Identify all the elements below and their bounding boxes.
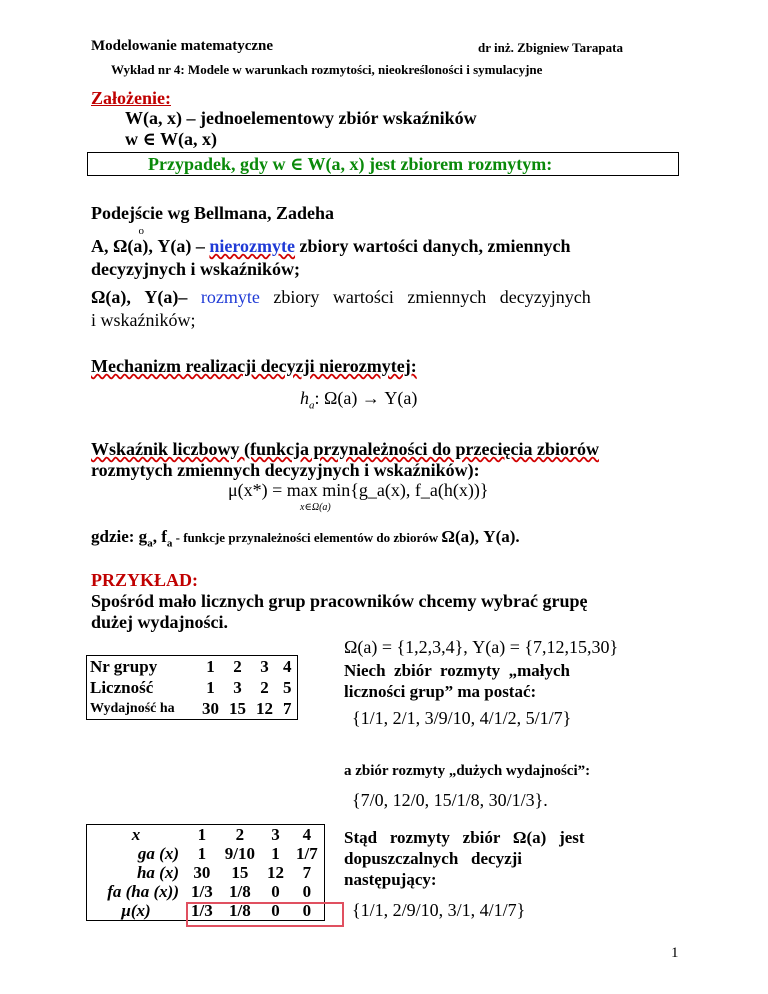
- groups-table: [86, 655, 298, 720]
- approach-title: Podejście wg Bellmana, Zadeha: [91, 203, 334, 223]
- fuzzy-case-text: Przypadek, gdy w ∈ W(a, x) jest zbiorem rozmytym:: [148, 154, 553, 174]
- result-set: {1/1, 2/9/10, 3/1, 4/1/7}: [352, 900, 526, 920]
- table-row: Nr grupy 1 2 3 4: [90, 657, 292, 676]
- course-title: Modelowanie matematyczne: [91, 38, 274, 54]
- indicator-formula-under: x∈Ω(a): [300, 502, 331, 513]
- table-row: fa (ha (x)) 1/3 1/8 0 0: [107, 882, 312, 901]
- page-number: 1: [671, 945, 679, 961]
- small-set: {1/1, 2/1, 3/9/10, 4/1/2, 5/1/7}: [352, 708, 572, 728]
- large-intro: a zbiór rozmyty „dużych wydajności”:: [344, 763, 591, 779]
- indicator-formula: μ(x*) = max min{g_a(x), f_a(h(x))}: [228, 480, 489, 500]
- stad-line3: następujący:: [344, 870, 437, 889]
- stad-line2: dopuszczalnych decyzji: [344, 849, 523, 868]
- table-row: Liczność 1 3 2 5: [90, 678, 292, 697]
- lecture-title: Wykład nr 4: Modele w warunkach rozmytości, nieokreśloności i symulacyjne: [111, 62, 543, 77]
- approach-line2: decyzyjnych i wskaźników;: [91, 259, 301, 279]
- fuzzy-word: rozmyte: [200, 287, 260, 307]
- table-row: x 1 2 3 4: [131, 825, 312, 844]
- table-row: ga (x) 1 9/10 1 1/7: [137, 844, 318, 863]
- table-row: Wydajność ha 30 15 12 7: [90, 699, 292, 718]
- fuzzy-case-box: [87, 152, 679, 176]
- approach-line3: Ω(a), Y(a)– rozmyte zbiory wartości zmiennych decyzyjnych: [91, 287, 591, 307]
- approach-line4: i wskaźników;: [91, 310, 196, 330]
- where-line: gdzie: $g_a$, $f_a$ - funkcje przynależności elementów do zbiorów Ω(a), Y(a).: [91, 527, 520, 550]
- assumption-title: Założenie:: [91, 88, 171, 108]
- niech-line1: Niech zbiór rozmyty „małych: [344, 661, 570, 680]
- mu-highlight: [186, 902, 344, 927]
- nonfuzzy-word: nierozmyte: [209, 236, 296, 256]
- example-title: PRZYKŁAD:: [91, 570, 198, 590]
- sets-nonfuzzy: o A, Ω(a), Y(a): [91, 236, 191, 257]
- niech-line2: liczności grup” ma postać:: [344, 682, 537, 701]
- stad-line1: Stąd rozmyty zbiór Ω(a) jest: [344, 828, 585, 847]
- mechanism-formula: $h_a$: Ω(a) → Y(a): [300, 388, 418, 412]
- indicator-title-1: Wskaźnik liczbowy (funkcja przynależności do przecięcia zbiorów: [91, 439, 599, 459]
- mechanism-title: Mechanizm realizacji decyzji nierozmytej:: [91, 356, 417, 376]
- assumption-line2: w ∈ W(a, x): [125, 129, 217, 149]
- example-text-1: Spośród mało licznych grup pracowników chcemy wybrać grupę: [91, 591, 588, 611]
- large-set: {7/0, 12/0, 15/1/8, 30/1/3}.: [352, 790, 548, 810]
- author: dr inż. Zbigniew Tarapata: [478, 40, 623, 55]
- table-row: μ(x) 1/3 1/8 0 0: [121, 901, 312, 920]
- approach-line1: o A, Ω(a), Y(a) – nierozmyte zbiory wartości danych, zmiennych: [91, 236, 571, 257]
- example-text-2: dużej wydajności.: [91, 612, 229, 632]
- indicator-title-2: rozmytych zmiennych decyzyjnych i wskaźników):: [91, 460, 480, 480]
- example-sets: Ω(a) = {1,2,3,4}, Y(a) = {7,12,15,30}: [344, 637, 619, 657]
- table-row: ha (x) 30 15 12 7: [136, 863, 312, 882]
- assumption-line1: W(a, x) – jednoelementowy zbiór wskaźników: [125, 108, 477, 128]
